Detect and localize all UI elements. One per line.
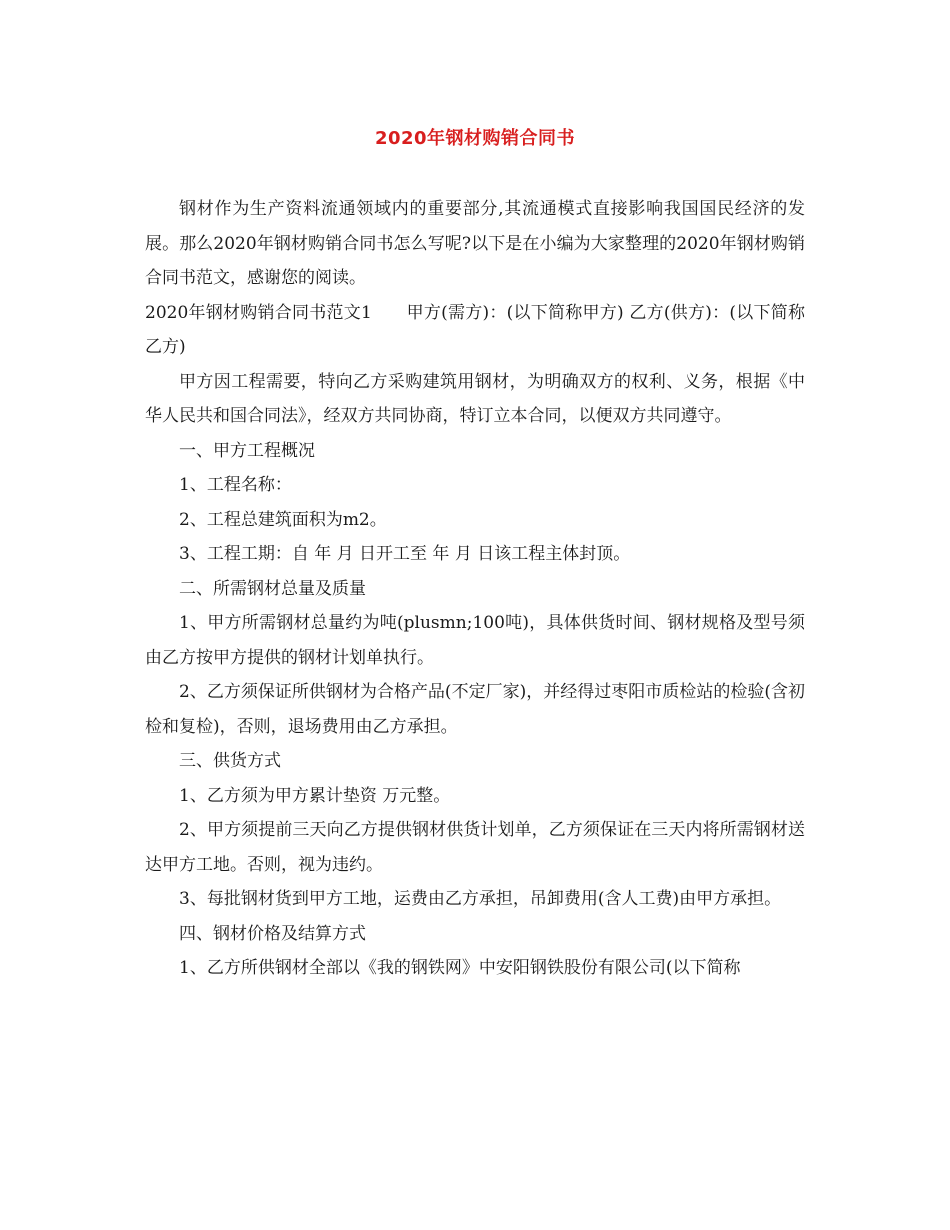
clause-3-1: 1、乙方须为甲方累计垫资 万元整。 <box>179 785 451 806</box>
clause-1-1: 1、工程名称： <box>179 475 292 495</box>
preamble-paragraph: 甲方因工程需要，特向乙方采购建筑用钢材，为明确双方的权利、义务，根据《中华人民共和国合同法》，经双方共同协商，特订立本合同，以便双方共同遵守。 <box>145 371 805 426</box>
intro-paragraph: 钢材作为生产资料流通领域内的重要部分,其流通模式直接影响我国国民经济的发展。那么2020年钢材购销合同书怎么写呢?以下是在小编为大家整理的2020年钢材购销合同书范文，感谢您的阅读。 <box>145 199 805 288</box>
section-heading-2: 二、所需钢材总量及质量 <box>179 578 366 599</box>
clause-1-2: 2、工程总建筑面积为m2。 <box>179 509 387 530</box>
section-heading-4: 四、钢材价格及结算方式 <box>179 923 366 944</box>
clause-3-3: 3、每批钢材货到甲方工地，运费由乙方承担，吊卸费用(含人工费)由甲方承担。 <box>179 889 782 909</box>
clause-3-2: 2、甲方须提前三天向乙方提供钢材供货计划单，乙方须保证在三天内将所需钢材送达甲方工地。否则，视为违约。 <box>145 820 805 875</box>
clause-2-2: 2、乙方须保证所供钢材为合格产品(不定厂家)，并经得过枣阳市质检站的检验(含初检和复检)，否则，退场费用由乙方承担。 <box>145 682 805 737</box>
section-heading-3: 三、供货方式 <box>179 751 281 771</box>
sample-header-paragraph: 2020年钢材购销合同书范文1 甲方(需方)：(以下简称甲方) 乙方(供方)：(以下简称乙方) <box>145 302 805 357</box>
clause-4-1: 1、乙方所供钢材全部以《我的钢铁网》中安阳钢铁股份有限公司(以下简称 <box>179 958 741 978</box>
document-body <box>145 192 805 986</box>
clause-1-3: 3、工程工期：自 年 月 日开工至 年 月 日该工程主体封顶。 <box>179 544 631 564</box>
section-heading-1: 一、甲方工程概况 <box>179 440 315 461</box>
document-title: 2020年钢材购销合同书 <box>374 128 576 149</box>
clause-2-1: 1、甲方所需钢材总量约为吨(plusmn;100吨)，具体供货时间、钢材规格及型号须由乙方按甲方提供的钢材计划单执行。 <box>145 613 805 668</box>
